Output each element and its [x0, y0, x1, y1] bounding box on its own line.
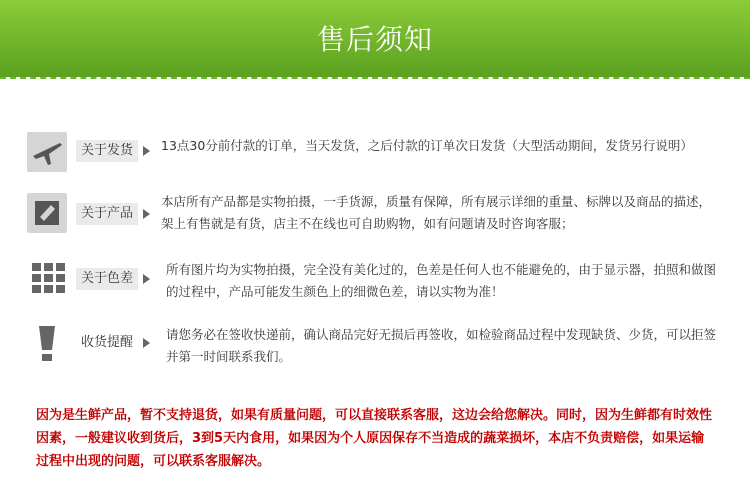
- desc-color: 所有图片均为实物拍摄，完全没有美化过的，色差是任何人也不能避免的，由于显示器，拍照和做图的过程中，产品可能发生颜色上的细微色差，请以实物为准！: [166, 262, 717, 299]
- refund-notice: 因为是生鲜产品，暂不支持退货，如果有质量问题，可以直接联系客服，这边会给您解决。同时，因为生鲜都有时效性因素，一般建议收到货后，3到5天内食用，如果因为个人原因保存不当造成的蔬菜损坏，本店不负责赔偿，如果运输过程中出现的问题，可以联系客服解决。: [36, 408, 713, 469]
- product-tag-icon: [27, 193, 67, 233]
- arrow-icon: [143, 274, 150, 284]
- label-product: 关于产品: [76, 203, 138, 225]
- desc-product: 本店所有产品都是实物拍摄，一手货源，质量有保障，所有展示详细的重量、标牌以及商品的描述，架上有售就是有货，店主不在线也可自助购物，如有问题请及时咨询客服；: [161, 194, 712, 231]
- desc-shipping: 13点30分前付款的订单，当天发货，之后付款的订单次日发货（大型活动期间，发货另行说明）: [161, 138, 693, 153]
- desc-receipt: 请您务必在签收快递前，确认商品完好无损后再签收，如检验商品过程中发现缺货、少货，可以拒签并第一时间联系我们。: [166, 327, 717, 364]
- header-banner: [0, 0, 750, 77]
- label-receipt: 收货提醒: [80, 335, 133, 350]
- arrow-icon: [143, 209, 150, 219]
- row-color: [0, 261, 750, 311]
- row-shipping: [0, 132, 750, 182]
- label-shipping: 关于发货: [76, 140, 138, 162]
- page-title: 售后须知: [316, 23, 433, 56]
- row-receipt: [0, 326, 750, 376]
- row-product: [0, 193, 750, 243]
- header-divider: [0, 77, 750, 79]
- exclamation-icon: [27, 326, 67, 366]
- arrow-icon: [143, 146, 150, 156]
- label-color: 关于色差: [76, 268, 138, 290]
- airplane-icon: [27, 132, 67, 172]
- grid-icon: [27, 261, 67, 301]
- arrow-icon: [143, 338, 150, 348]
